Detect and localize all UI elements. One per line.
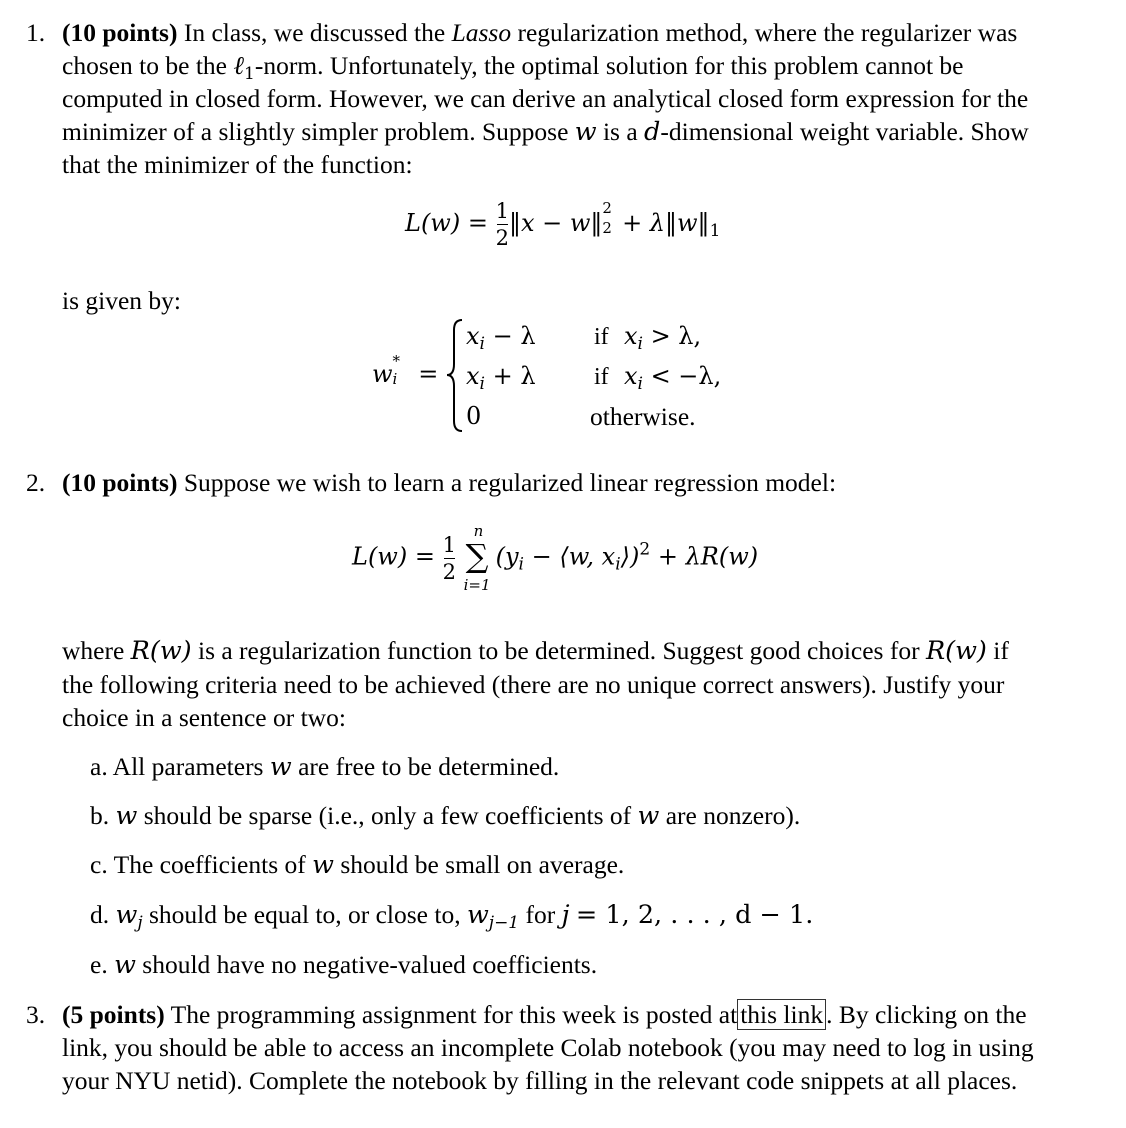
case-row-3-cond: otherwise. bbox=[590, 402, 696, 431]
q1-equation: L(w) = $\frac{1}{2}$ ‖x − w‖ 2 2 + $\lambda‖w‖_1$ bbox=[405, 199, 721, 250]
q1-lasso: Lasso bbox=[451, 18, 512, 47]
cases-lhs: w * i = bbox=[372, 352, 439, 388]
q2-item-a: a. All parameters w are free to be determined. bbox=[90, 752, 560, 782]
q1-ell: ℓ$_1$ bbox=[233, 51, 255, 84]
q1-text: is a bbox=[602, 117, 638, 146]
eq-norm: ‖x − w‖ bbox=[508, 209, 603, 237]
R-of-w: R(w) bbox=[130, 636, 192, 666]
q2-number: 2. bbox=[26, 468, 46, 497]
q3-line-1: (5 points) The programming assignment for this week is posted at this link . By clicking on the bbox=[62, 1000, 1027, 1029]
q2-item-b: b. w should be sparse (i.e., only a few coefficients of w are nonzero). bbox=[90, 801, 801, 831]
case-row-1-expr: $x_i - \lambda$ bbox=[466, 322, 536, 354]
case-row-2-expr: $x_i + \lambda$ bbox=[466, 362, 536, 394]
q1-var-d: d bbox=[644, 117, 661, 147]
q1-text: minimizer of a slightly simpler problem. Suppose bbox=[62, 117, 569, 146]
q3-number: 3. bbox=[26, 1000, 46, 1029]
eq2-lhs: L(w) = bbox=[352, 542, 435, 571]
q1-line-3: computed in closed form. However, we can derive an analytical closed form expression for the bbox=[62, 84, 1029, 113]
assignment-link[interactable]: this link bbox=[737, 999, 826, 1030]
R-of-w: R(w) bbox=[925, 636, 987, 666]
eq2-fraction: $\frac{1}{2}$ bbox=[442, 532, 456, 584]
q3-points: (5 points) bbox=[62, 1000, 165, 1029]
q1-line-4 bbox=[62, 117, 1029, 147]
case-row-2-cond: if $x_i < -\lambda$, bbox=[594, 362, 722, 394]
case-row-1-cond: if $x_i > \lambda$, bbox=[594, 322, 702, 354]
eq-lhs: L(w) = bbox=[405, 209, 488, 237]
q1-line-5: that the minimizer of the function: bbox=[62, 150, 413, 179]
q1-given-by: is given by: bbox=[62, 286, 181, 315]
q3-line-2: link, you should be able to access an incomplete Colab notebook (you may need to log in using bbox=[62, 1033, 1034, 1062]
case-row-3-expr: 0 bbox=[466, 402, 482, 430]
q2-equation: L(w) = $\frac{1}{2}$ n ∑ i=1 ($y_i$ − ⟨w, $x_i⟩)^2 + \lambda R(w)$ bbox=[352, 522, 759, 594]
q2-para-line-1: where R(w) is a regularization function to be determined. Suggest good choices for R(w) if bbox=[62, 636, 1009, 666]
q2-intro bbox=[62, 468, 836, 498]
eq-reg: + λ‖w‖ bbox=[622, 209, 710, 237]
left-brace bbox=[444, 318, 466, 433]
q2-points: (10 points) bbox=[62, 468, 178, 497]
q1-line-1 bbox=[62, 18, 1017, 48]
q1-text: chosen to be the bbox=[62, 51, 227, 80]
q1-var-w: w bbox=[574, 117, 597, 147]
q2-intro-text: Suppose we wish to learn a regularized linear regression model: bbox=[183, 468, 837, 497]
q1-points: (10 points) bbox=[62, 18, 178, 47]
q2-item-e: e. w should have no negative-valued coefficients. bbox=[90, 950, 598, 980]
q2-item-d: d. $w_j$ should be equal to, or close to, $w_{j-1}$ for j = 1, 2, . . . , d − 1. bbox=[90, 900, 814, 933]
q2-item-c: c. The coefficients of w should be small on average. bbox=[90, 850, 625, 880]
eq2-sum: n ∑ i=1 bbox=[463, 522, 491, 594]
q1-number: 1. bbox=[26, 18, 46, 47]
q1-text: regularization method, where the regularizer was bbox=[517, 18, 1018, 47]
q1-text: In class, we discussed the bbox=[183, 18, 446, 47]
q1-text: -dimensional weight variable. Show bbox=[660, 117, 1029, 146]
q2-para-line-3: choice in a sentence or two: bbox=[62, 703, 346, 732]
eq-fraction: $\frac{1}{2}$ bbox=[495, 199, 509, 250]
q3-line-3: your NYU netid). Complete the notebook by filling in the relevant code snippets at all places. bbox=[62, 1066, 1018, 1095]
q2-para-line-2: the following criteria need to be achieved (there are no unique correct answers). Justify your bbox=[62, 670, 1005, 699]
q1-text: -norm. Unfortunately, the optimal solution for this problem cannot be bbox=[254, 51, 964, 80]
